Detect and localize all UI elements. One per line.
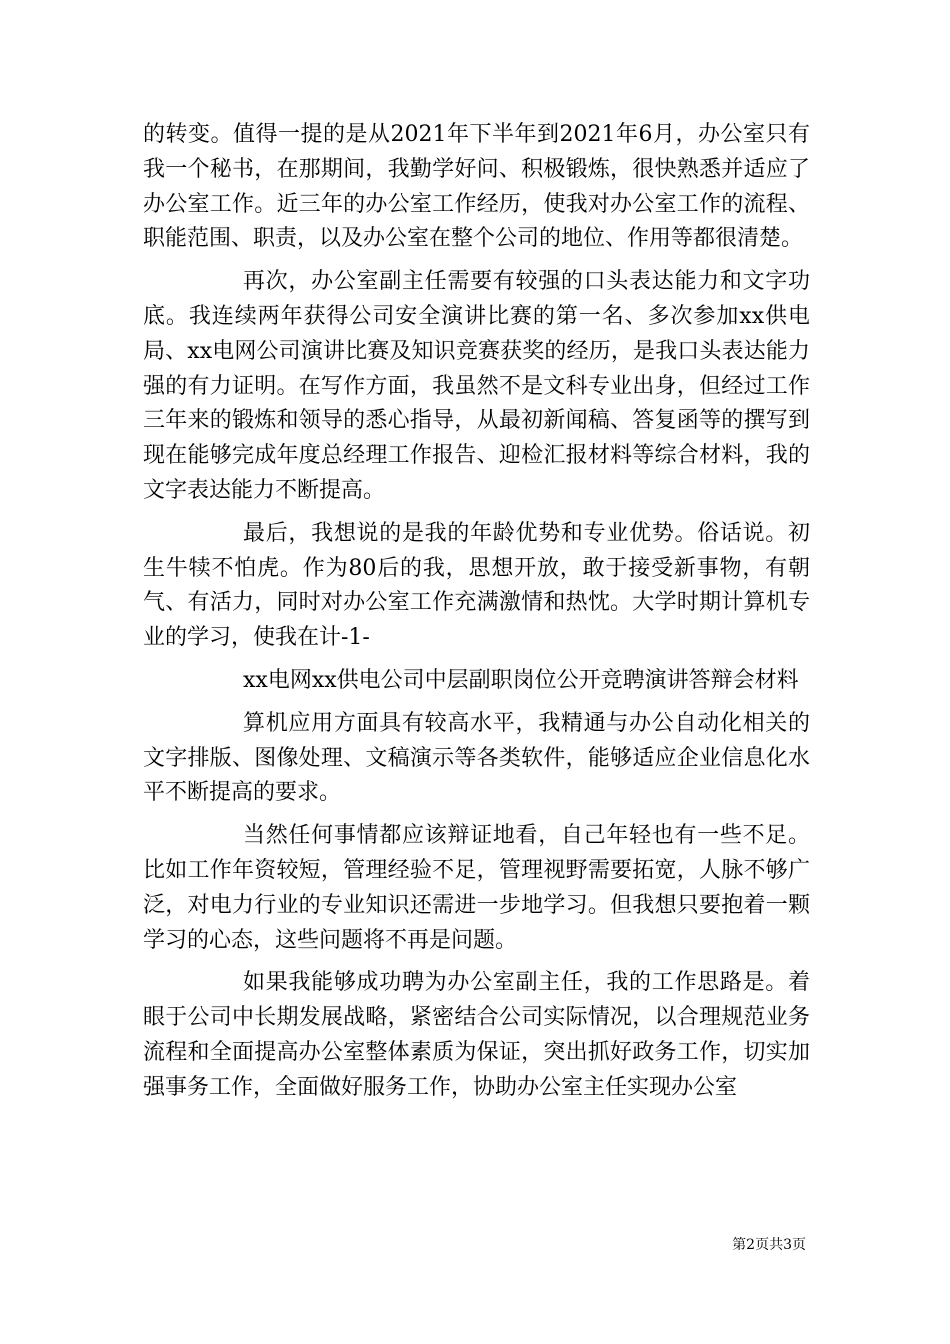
paragraph-1: 的转变。值得一提的是从2021年下半年到2021年6月，办公室只有我一个秘书，在那期间，我勤学好问、积极锻炼，很快熟悉并适应了办公室工作。近三年的办公室工作经历，使我对办公室工作的流程、职能范围、职责，以及办公室在整个公司的地位、作用等都很清楚。 — [143, 122, 810, 252]
paragraph-3: 最后，我想说的是我的年龄优势和专业优势。俗话说。初生牛犊不怕虎。作为80后的我，思想开放，敢于接受新事物，有朝气、有活力，同时对办公室工作充满激情和热忱。大学时期计算机专业的学习，使我在计-1- — [143, 520, 810, 651]
document-body — [143, 118, 810, 1114]
page-number-footer: 第2页共3页 — [732, 1237, 806, 1253]
paragraph-4: 算机应用方面具有较高水平，我精通与办公自动化相关的文字排版、图像处理、文稿演示等各类软件，能够适应企业信息化水平不断提高的要求。 — [143, 710, 810, 806]
document-heading: xx电网xx供电公司中层副职岗位公开竞聘演讲答辩会材料 — [243, 667, 799, 693]
paragraph-6: 如果我能够成功聘为办公室副主任，我的工作思路是。着眼于公司中长期发展战略，紧密结合公司实际情况，以合理规范业务流程和全面提高办公室整体素质为保证，突出抓好政务工作，切实加强事务工作，全面做好服务工作，协助办公室主任实现办公室 — [143, 970, 810, 1100]
paragraph-5: 当然任何事情都应该辩证地看，自己年轻也有一些不足。比如工作年资较短，管理经验不足，管理视野需要拓宽，人脉不够广泛，对电力行业的专业知识还需进一步地学习。但我想只要抱着一颗学习的心态，这些问题将不再是问题。 — [143, 823, 810, 953]
paragraph-2: 再次，办公室副主任需要有较强的口头表达能力和文字功底。我连续两年获得公司安全演讲比赛的第一名、多次参加xx供电局、xx电网公司演讲比赛及知识竞赛获奖的经历，是我口头表达能力强的有力证明。在写作方面，我虽然不是文科专业出身，但经过工作三年来的锻炼和领导的悉心指导，从最初新闻稿、答复函等的撰写到现在能够完成年度总经理工作报告、迎检汇报材料等综合材料，我的文字表达能力不断提高。 — [143, 269, 810, 503]
